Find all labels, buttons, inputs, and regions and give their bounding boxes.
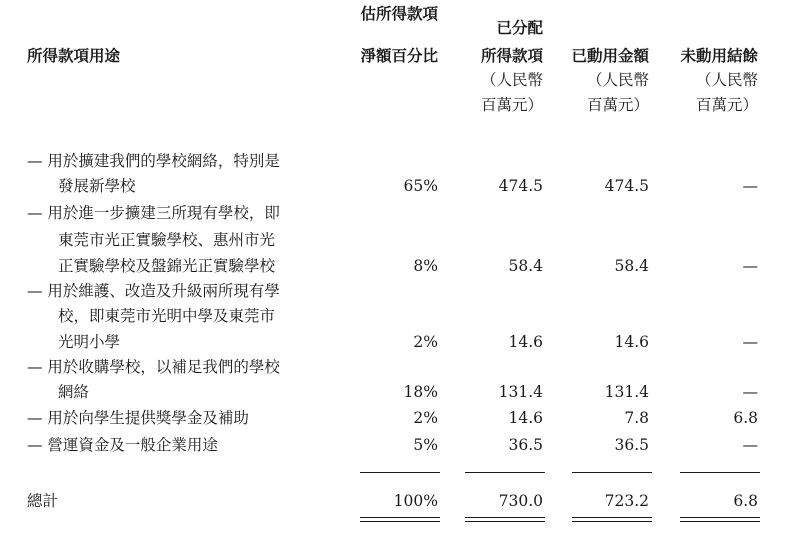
- row-3-desc-line-2: 校，即東莞市光明中學及東莞市: [58, 307, 276, 325]
- row-4-allocated: 131.4: [498, 383, 543, 401]
- row-6-unused: —: [742, 436, 758, 454]
- header-allocated-line-4: 百萬元）: [480, 96, 543, 114]
- allocated-total-double-rule-top: [465, 517, 545, 518]
- pct-total-double-rule-bottom: [360, 521, 440, 522]
- row-2-pct: 8%: [413, 257, 438, 275]
- row-2-desc-line-3: 正實驗學校及盤錦光正實驗學校: [58, 257, 276, 275]
- header-unused-line-3: 百萬元）: [695, 96, 758, 114]
- row-2-desc-line-1: — 用於進一步擴建三所現有學校，即: [27, 204, 280, 222]
- row-5-pct: 2%: [413, 409, 438, 427]
- row-6-desc-line-1: — 營運資金及一般企業用途: [27, 436, 218, 454]
- pct-subtotal-rule: [360, 472, 440, 473]
- total-used: 723.2: [604, 492, 649, 510]
- row-4-desc-line-2: 網絡: [58, 383, 90, 401]
- used-total-double-rule-bottom: [572, 521, 652, 522]
- unused-subtotal-rule: [680, 472, 760, 473]
- row-6-used: 36.5: [614, 436, 649, 454]
- used-total-double-rule-top: [572, 517, 652, 518]
- row-3-unused: —: [742, 333, 758, 351]
- row-1-unused: —: [742, 177, 758, 195]
- allocated-subtotal-rule: [465, 472, 545, 473]
- allocated-total-double-rule-bottom: [465, 521, 545, 522]
- row-4-desc-line-1: — 用於收購學校，以補足我們的學校: [27, 358, 280, 376]
- row-3-desc-line-3: 光明小學: [58, 333, 121, 351]
- total-label: 總計: [27, 492, 59, 510]
- total-pct: 100%: [393, 492, 438, 510]
- header-allocated-line-3: （人民幣: [480, 71, 543, 89]
- row-1-allocated: 474.5: [498, 177, 543, 195]
- unused-total-double-rule-bottom: [680, 521, 760, 522]
- row-5-desc-line-1: — 用於向學生提供獎學金及補助: [27, 409, 249, 427]
- row-2-used: 58.4: [614, 257, 649, 275]
- header-used-line-3: 百萬元）: [586, 96, 649, 114]
- row-1-pct: 65%: [403, 177, 438, 195]
- header-allocated-line-2: 所得款項: [480, 46, 543, 65]
- unused-total-double-rule-top: [680, 517, 760, 518]
- header-used-line-2: （人民幣: [586, 71, 649, 89]
- pct-total-double-rule-top: [360, 517, 440, 518]
- row-1-desc-line-2: 發展新學校: [58, 177, 136, 195]
- header-allocated-line-1: 已分配: [496, 18, 543, 37]
- row-3-desc-line-1: — 用於維護、改造及升級兩所現有學: [27, 282, 280, 300]
- row-2-desc-line-2: 東莞市光正實驗學校、惠州市光: [58, 231, 276, 249]
- header-purpose: 所得款項用途: [27, 46, 121, 65]
- row-2-unused: —: [742, 257, 758, 275]
- header-pct-line-2: 淨額百分比: [360, 46, 438, 65]
- row-2-allocated: 58.4: [508, 257, 543, 275]
- row-1-desc-line-1: — 用於擴建我們的學校網絡，特別是: [27, 152, 280, 170]
- row-3-pct: 2%: [413, 333, 438, 351]
- row-5-allocated: 14.6: [508, 409, 543, 427]
- used-subtotal-rule: [572, 472, 652, 473]
- row-3-used: 14.6: [614, 333, 649, 351]
- header-pct-line-1: 估所得款項: [360, 4, 438, 23]
- row-6-allocated: 36.5: [508, 436, 543, 454]
- header-used-line-1: 已動用金額: [571, 46, 649, 65]
- total-allocated: 730.0: [498, 492, 543, 510]
- total-unused: 6.8: [733, 492, 758, 510]
- header-unused-line-2: （人民幣: [695, 71, 758, 89]
- row-5-unused: 6.8: [733, 409, 758, 427]
- row-4-used: 131.4: [604, 383, 649, 401]
- row-4-pct: 18%: [403, 383, 438, 401]
- header-unused-line-1: 未動用結餘: [680, 46, 758, 65]
- row-6-pct: 5%: [413, 436, 438, 454]
- row-4-unused: —: [742, 383, 758, 401]
- row-1-used: 474.5: [604, 177, 649, 195]
- row-5-used: 7.8: [624, 409, 649, 427]
- row-3-allocated: 14.6: [508, 333, 543, 351]
